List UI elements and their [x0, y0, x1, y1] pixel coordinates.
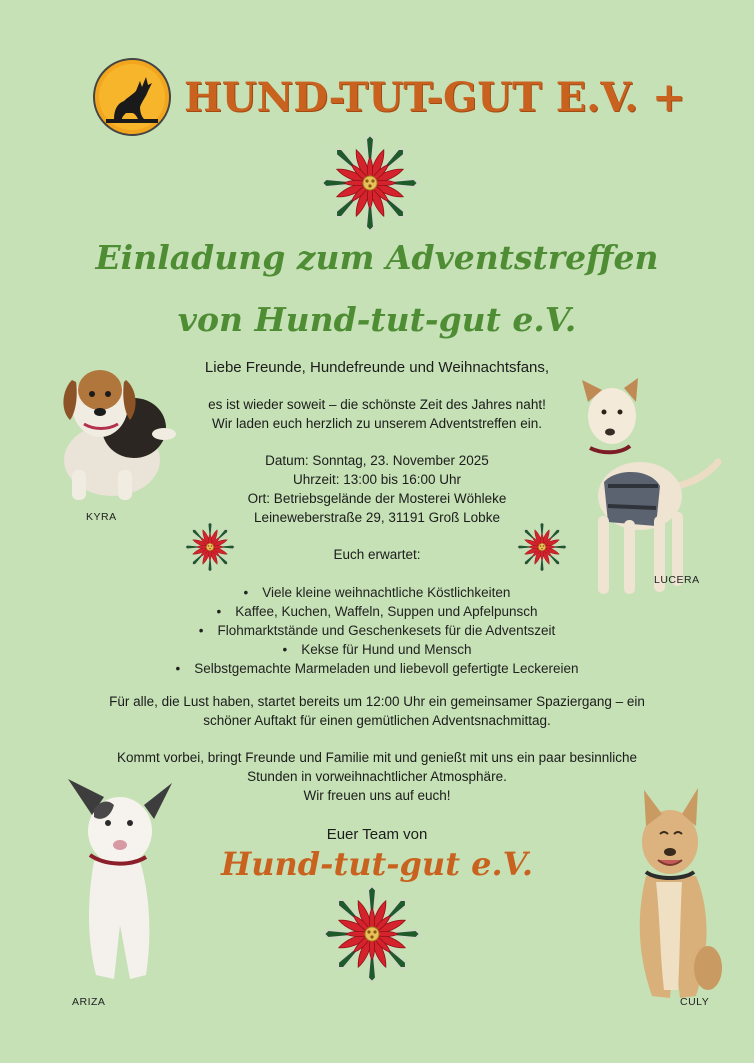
list-item: • Selbstgemachte Marmeladen und liebevoll gefertigte Leckereien: [0, 659, 754, 678]
headline-line-2: von Hund-tut-gut e.V.: [177, 300, 577, 339]
closing-line-2: Stunden in vorweihnachtlicher Atmosphäre.: [247, 769, 507, 784]
dog-photo-kyra: [42, 350, 182, 508]
greeting: Liebe Freunde, Hundefreunde und Weihnachtsfans,: [204, 359, 550, 376]
event-place: Ort: Betriebsgelände der Mosterei Wöhleke: [247, 491, 507, 506]
walk-line-1: Für alle, die Lust haben, startet bereits um 12:00 Uhr ein gemeinsamer Spaziergang – ein: [109, 694, 645, 709]
dog-photo-ariza: [60, 775, 178, 992]
brand-title: HUND-TUT-GUT E.V. +: [184, 74, 686, 121]
event-time: Uhrzeit: 13:00 bis 16:00 Uhr: [292, 472, 462, 487]
poinsettia-icon: [320, 133, 420, 233]
signature: Hund-tut-gut e.V.: [221, 845, 533, 883]
dog-photo-lucera: [568, 376, 728, 601]
walk-line-2: schöner Auftakt für einen gemütlichen Adventsnachmittag.: [203, 713, 551, 728]
sign-off: Euer Team von: [326, 826, 428, 843]
list-item: • Kaffee, Kuchen, Waffeln, Suppen und Apfelpunsch: [0, 602, 754, 621]
headline-line-1: Einladung zum Adventstreffen: [95, 238, 659, 277]
dog-label-culy: CULY: [680, 996, 710, 1008]
event-date: Datum: Sonntag, 23. November 2025: [265, 453, 489, 468]
offers-heading: Euch erwartet:: [333, 547, 421, 562]
poinsettia-icon: [322, 884, 422, 984]
intro-line-1: es ist wieder soweit – die schönste Zeit des Jahres naht!: [208, 397, 546, 412]
intro-line-2: Wir laden euch herzlich zu unserem Adventstreffen ein.: [212, 416, 542, 431]
dog-label-kyra: KYRA: [86, 511, 117, 523]
dog-label-ariza: ARIZA: [72, 996, 106, 1008]
list-item: • Viele kleine weihnachtliche Köstlichkeiten: [0, 583, 754, 602]
event-address: Leineweberstraße 29, 31191 Groß Lobke: [254, 510, 500, 525]
list-item: • Kekse für Hund und Mensch: [0, 640, 754, 659]
howling-wolf-moon-logo-icon: [92, 57, 172, 137]
closing-line-1: Kommt vorbei, bringt Freunde und Familie mit und genießt mit uns ein paar besinnliche: [116, 750, 637, 765]
dog-photo-culy: [616, 786, 726, 1004]
dog-label-lucera: LUCERA: [654, 574, 700, 586]
closing-line-3: Wir freuen uns auf euch!: [303, 788, 451, 803]
list-item: • Flohmarktstände und Geschenkesets für die Adventszeit: [0, 621, 754, 640]
